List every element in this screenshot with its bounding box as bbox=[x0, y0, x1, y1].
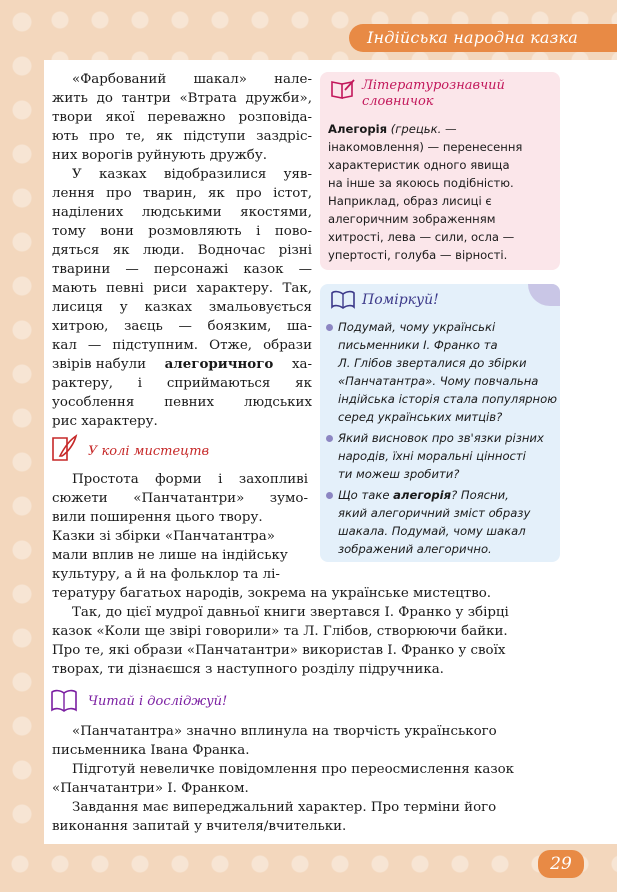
text-line: Казки зі збірки «Панчатантра» bbox=[52, 529, 275, 544]
text-line bbox=[52, 355, 312, 374]
dictionary-line: інакомовлення) — перенесення bbox=[328, 140, 523, 154]
text-line: ють про те, як підступи заздріс- bbox=[52, 129, 312, 144]
literary-dictionary-box bbox=[320, 72, 560, 270]
text-line: Про те, які образи «Панчатантри» використав І. Франко у своїх bbox=[52, 643, 506, 658]
dictionary-title bbox=[362, 78, 552, 110]
key-term: алегорія bbox=[393, 488, 452, 502]
text-line: твори якої переважно розповіда- bbox=[52, 110, 312, 125]
text-fragment: Що таке bbox=[338, 488, 390, 502]
book-icon bbox=[50, 688, 78, 714]
question-line: народів, їхні моральні цінності bbox=[338, 449, 526, 463]
question-line: індійська історія стала популярною bbox=[338, 392, 557, 406]
text-line: «Фарбований шакал» нале- bbox=[72, 72, 312, 87]
key-term: алегоричного bbox=[164, 356, 274, 372]
text-line: лисиця у казках змальовується bbox=[52, 300, 312, 315]
dictionary-origin: (грецьк. — bbox=[390, 122, 457, 136]
text-line: тварини — персонажі казок — bbox=[52, 262, 312, 277]
dictionary-line bbox=[328, 120, 552, 138]
question-line: який алегоричний зміст образу bbox=[338, 506, 531, 520]
question-line: Який висновок про зв'язки різних bbox=[338, 431, 544, 445]
page-border-bottom bbox=[0, 844, 617, 892]
text-line: Завдання має випереджальний характер. Про терміни його bbox=[72, 800, 497, 815]
think-title: Поміркуй! bbox=[362, 292, 439, 308]
page-border-left bbox=[0, 0, 44, 892]
text-line: «Панчатантри» І. Франком. bbox=[52, 781, 249, 796]
art-section-heading: У колі мистецтв bbox=[88, 444, 210, 459]
text-line: казок «Коли ще звірі говорили» та Л. Глібов, створюючи байки. bbox=[52, 624, 508, 639]
page-number: 29 bbox=[538, 850, 584, 878]
question-line: зображений алегорично. bbox=[338, 542, 492, 556]
text-line: наділених людськими якостями, bbox=[52, 205, 312, 220]
text-line: тому вони розмовляють і пово- bbox=[52, 224, 312, 239]
feather-pen-icon bbox=[50, 434, 78, 464]
text-line: дяться як люди. Водночас різні bbox=[52, 243, 312, 258]
text-line: Так, до цієї мудрої давньої книги звертався І. Франко у збірці bbox=[72, 605, 509, 620]
text-line: рактеру, і сприймаються як bbox=[52, 376, 312, 391]
dictionary-title-line: словничок bbox=[362, 94, 434, 109]
main-text bbox=[52, 70, 312, 431]
text-fragment: ха- bbox=[291, 357, 312, 372]
open-book-icon bbox=[330, 290, 356, 310]
dictionary-line: упертості, голуба — вірності. bbox=[328, 248, 508, 262]
text-line: жить до тантри «Втрата дружби», bbox=[52, 91, 312, 106]
text-line: кал — підступним. Отже, образи bbox=[52, 338, 312, 353]
question-line: письменники І. Франко та bbox=[338, 338, 498, 352]
text-line: уособлення певних людських bbox=[52, 395, 312, 410]
text-line: виконання запитай у вчителя/вчительки. bbox=[52, 819, 347, 834]
text-line: мають певні риси характеру. Так, bbox=[52, 281, 312, 296]
question-line: Подумай, чому українські bbox=[338, 320, 496, 334]
text-line: рис характеру. bbox=[52, 414, 158, 429]
dictionary-line: на інше за якоюсь подібністю. bbox=[328, 176, 514, 190]
dictionary-term: Алегорія bbox=[328, 122, 388, 136]
text-line: Підготуй невеличке повідомлення про переосмислення казок bbox=[72, 762, 515, 777]
text-line: Простота форми і захопливі bbox=[72, 472, 308, 487]
text-line: сюжети «Панчатантри» зумо- bbox=[52, 491, 308, 506]
text-line: творах, ти дізнаєшся з наступного розділу підручника. bbox=[52, 662, 444, 677]
dictionary-line: характеристик одного явища bbox=[328, 158, 510, 172]
text-line: мали вплив не лише на індійську bbox=[52, 548, 288, 563]
text-line: хитрою, заєць — боязким, ша- bbox=[52, 319, 312, 334]
dictionary-line: Наприклад, образ лисиці є bbox=[328, 194, 492, 208]
text-line: вили поширення цього твору. bbox=[52, 510, 263, 525]
text-line: лення про тварин, як про істот, bbox=[52, 186, 312, 201]
dictionary-title-line: Літературознавчий bbox=[362, 78, 505, 93]
chapter-header: Індійська народна казка bbox=[349, 24, 617, 52]
question-line: серед українських митців? bbox=[338, 410, 503, 424]
text-line: культуру, а й на фольклор та лі- bbox=[52, 567, 280, 582]
read-section-heading: Читай і досліджуй! bbox=[88, 694, 228, 709]
dictionary-line: алегоричним зображенням bbox=[328, 212, 496, 226]
dictionary-line: хитрості, лева — сили, осла — bbox=[328, 230, 515, 244]
question-line: шакала. Подумай, чому шакал bbox=[338, 524, 526, 538]
book-pen-icon bbox=[330, 78, 356, 100]
text-line: письменника Івана Франка. bbox=[52, 743, 250, 758]
question-line: Л. Глібов зверталися до збірки bbox=[338, 356, 527, 370]
question-line: «Панчатантра». Чому повчальна bbox=[338, 374, 539, 388]
text-line: них ворогів руйнують дружбу. bbox=[52, 148, 267, 163]
question-line: ти можеш зробити? bbox=[338, 467, 460, 481]
text-fragment: ? Поясни, bbox=[451, 488, 509, 502]
dictionary-body bbox=[328, 120, 552, 264]
text-line: У казках відобразилися уяв- bbox=[72, 167, 312, 182]
text-fragment: звірів набули bbox=[52, 357, 147, 372]
question-item bbox=[328, 318, 557, 426]
text-line: «Панчатантра» значно вплинула на творчість українського bbox=[72, 724, 497, 739]
read-section-text bbox=[52, 722, 562, 836]
art-section-text bbox=[52, 470, 562, 679]
text-line: тературу багатьох народів, зокрема на українське мистецтво. bbox=[52, 586, 492, 601]
